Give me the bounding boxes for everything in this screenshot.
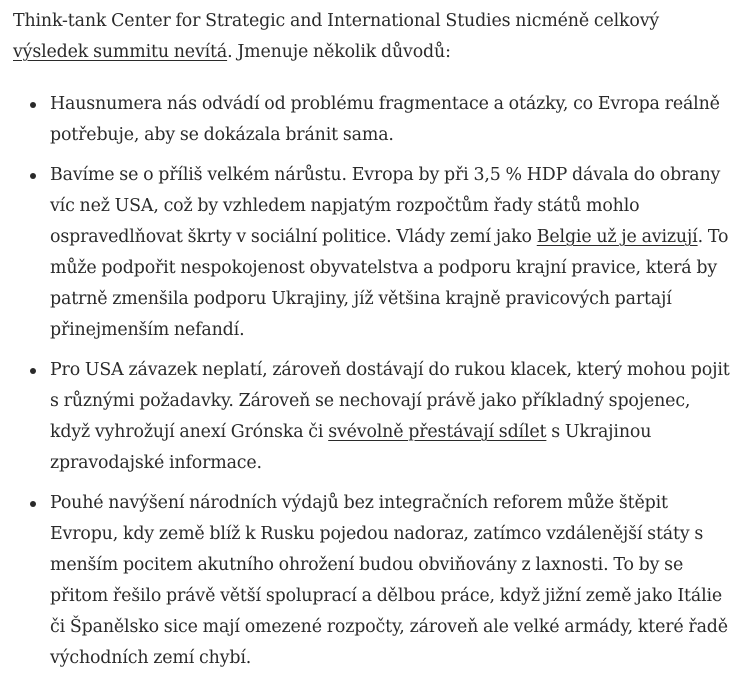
list-item — [50, 355, 732, 479]
list-item-text: Hausnumera nás odvádí od problému fragmentace a otázky, co Evropa reálně potřebuje, aby se dokázala bránit sama. — [50, 94, 720, 145]
list-item — [50, 488, 732, 674]
summit-result-link[interactable]: výsledek summitu nevítá — [13, 42, 228, 62]
intro-text-before: Think-tank Center for Strategic and International Studies nicméně celkový — [13, 11, 660, 31]
intro-text-after: . Jmenuje několik důvodů: — [227, 42, 451, 62]
list-item-text-after: . To může podpořit nespokojenost obyvatelstva a podporu krajní pravice, která by patrně zmenšila podporu Ukrajiny, jíž většina krajně pravicových partají přinejmenším nefandí. — [50, 227, 729, 340]
reasons-list — [13, 89, 732, 674]
list-item-text-before: Pro USA závazek neplatí, zároveň dostávají do rukou klacek, který mohou pojit s různými požadavky. Zároveň se nechovají právě jako příkladný spojenec, když vyhrožují anexí Grónska či — [50, 360, 730, 442]
list-item-text: Pouhé navýšení národních výdajů bez integračních reforem může štěpit Evropu, kdy země blíž k Rusku pojedou nadoraz, zatímco vzdálenější státy s menším pocitem akutního ohrožení budou obviňovány z laxnosti. To by se přitom řešilo právě větší spoluprací a dělbou práce, když jižní země jako Itálie či Španělsko sice mají omezené rozpočty, zároveň ale velké armády, které řadě východních zemí chybí. — [50, 493, 728, 668]
intro-paragraph — [13, 6, 732, 68]
list-item — [50, 160, 732, 346]
intelligence-sharing-link[interactable]: svévolně přestávají sdílet — [328, 422, 547, 442]
list-item — [50, 89, 732, 151]
list-item-text-after: s Ukrajinou zpravodajské informace. — [50, 422, 652, 473]
belgium-link[interactable]: Belgie už je avizují — [536, 227, 698, 247]
list-item-text-before: Bavíme se o příliš velkém nárůstu. Evropa by při 3,5 % HDP dávala do obrany víc než USA, což by vzhledem napjatým rozpočtům řady států mohlo ospravedlňovat škrty v sociální politice. Vlády zemí jako — [50, 165, 721, 247]
